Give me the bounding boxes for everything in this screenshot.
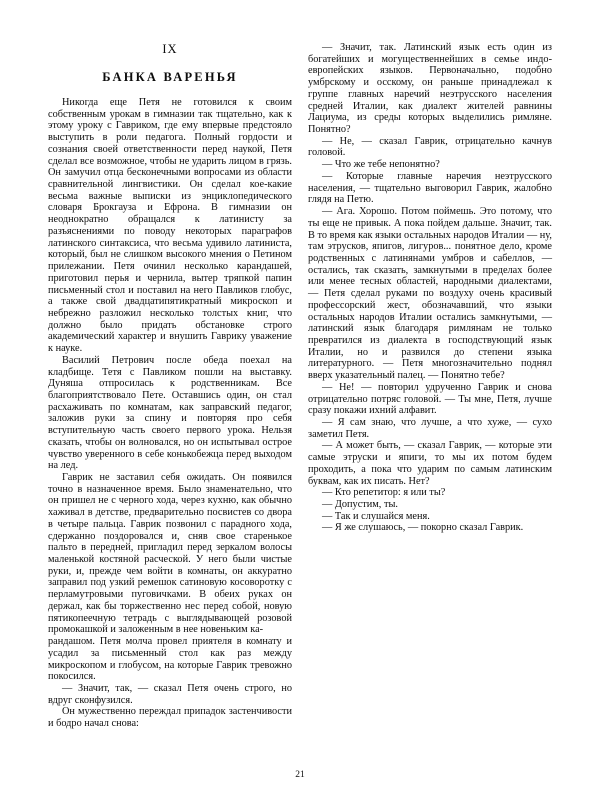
paragraph: — Значит, так. Латинский язык есть один из богатейших и могущественнейших в семье индо-европейских языков. Первоначально, подобно умбрскому и осскому, он раньше принадлежал к группе главных наречий неэтрусского населения средней Италии, как диалект жителей равнины Лациума, из среды которых выделились римляне. Понятно?	[308, 42, 552, 136]
paragraph: — Которые главные наречия неэтрусского населения, — тщательно выговорил Гаврик, жалобно глядя на Петю.	[308, 170, 552, 206]
paragraph: — А может быть, — сказал Гаврик, — которые эти самые этруски и япиги, то мы их потом будем проходить, а пока что ударим по самым латинским буквам, как их писать. Нет?	[308, 440, 552, 487]
paragraph: — Ага. Хорошо. Потом поймешь. Это потому, что ты еще не привык. А пока пойдем дальше. Значит, так. В то время как языки остальных народов Италии — ну, там этрусков, япигов, лигуров... понятное дело, кроме родственных с латинянами умбров и сабеллов, — остались, так сказать, замкнутыми в пределах более или менее тесных областей, народными диалектами, — Петя сделал руками по воздуху очень красивый профессорский жест, обозначавший, что языки остальных народов Италии остались замкнутыми, — латинский язык благодаря римлянам не только превратился из диалекта в господствующий язык Италии, но и развился до степени языка литературного. — Петя многозначительно поднял вверх указательный палец. — Понятно тебе?	[308, 206, 552, 382]
paragraph: Никогда еще Петя не готовился к своим собственным урокам в гимназии так тщательно, как к этому уроку с Гавриком, где ему впервые предстояло выступить в роли педагога. Полный гордости и сознания своей ответственности перед наукой, Петя сделал все возможное, чтобы не ударить лицом в грязь. Он замучил отца бесконечными вопросами из области сравнительной лингвистики. Он сделал кое-какие весьма важные выписки из энциклопедического словаря Брокгауза и Ефрона. В гимназии он неоднократно обращался к латинисту за разъяснениями по поводу некоторых параграфов латинского синтаксиса, что весьма удивило латиниста, который, был не слишком высокого мнения о Петином прилежании. Петя очинил несколько карандашей, приготовил перья и чернила, вытер тряпкой папин письменный стол и поставил на него Павликов глобус, а также свой двадцатипятикратный микроскоп и небрежно разложил несколько толстых книг, что должно было придать обстановке строго академический характер и внушить Гаврику уважение к науке.	[48, 97, 292, 355]
paragraph: — Кто репетитор: я или ты?	[322, 487, 446, 499]
paragraph: — Не! — повторил удрученно Гаврик и снова отрицательно потряс головой. — Ты мне, Петя, лучше сразу покажи ихний алфавит.	[308, 381, 552, 417]
page-number: 21	[295, 770, 305, 780]
page-content	[48, 42, 552, 742]
paragraph: — Я же слушаюсь, — покорно сказал Гаврик.	[322, 522, 524, 534]
paragraph: Гаврик не заставил себя ожидать. Он появился точно в назначенное время. Было знаменательно, что он пришел не с черного хода, через кухню, как обычно хаживал в детстве, предварительно посвистев со двора в четыре пальца. Гаврик позвонил с парадного хода, сдержанно поздоровался и, сняв свое старенькое пальто в передней, пригладил перед зеркалом волосы маленькой костяной расческой. У него были чистые руки, и, прежде чем войти в комнаты, он аккуратно заправил под узкий ремешок сатиновую косоворотку с перламутровыми пуговичками. В обеих руках он держал, как бы торжественно нес перед собой, новую пятикопеечную тетрадь с выглядывающей розовой промокашкой и заложенным в нее новеньким ка-	[48, 472, 292, 636]
paragraph: — Так и слушайся меня.	[322, 510, 430, 522]
paragraph: — Значит, так, — сказал Петя очень строго, но вдруг сконфузился.	[48, 682, 292, 706]
paragraph: Василий Петрович после обеда поехал на кладбище. Тетя с Павликом пошли на выставку. Дуняша отпросилась к родственникам. Все благоприятствовало Пете. Оставшись один, он стал расхаживать по комнатам, как заправский педагог, заложив руки за спину и повторяя про себя вступительную часть своего первого урока. Нельзя сказать, чтобы он волновался, но он испытывал острое чувство уверенного в себе конькобежца перед выходом на лед.	[48, 354, 292, 472]
chapter-title: БАНКА ВАРЕНЬЯ	[102, 70, 238, 84]
paragraph: — Я сам знаю, что лучше, а что хуже, — сухо заметил Петя.	[308, 417, 552, 440]
chapter-heading-block	[48, 42, 292, 85]
paragraph: Он мужественно переждал припадок застенчивости и бодро начал снова:	[48, 706, 292, 730]
paragraph: — Не, — сказал Гаврик, отрицательно качнув головой.	[308, 135, 552, 159]
paragraph: — Допустим, ты.	[322, 499, 398, 511]
two-column-text-body	[48, 42, 552, 742]
paragraph: — Что же тебе непонятно?	[322, 159, 440, 171]
chapter-number: IX	[162, 42, 178, 56]
paragraph: рандашом. Петя молча провел приятеля в комнату и усадил за письменный стол как раз между микроскопом и глобусом, на которые Гаврик тревожно покосился.	[48, 636, 292, 683]
